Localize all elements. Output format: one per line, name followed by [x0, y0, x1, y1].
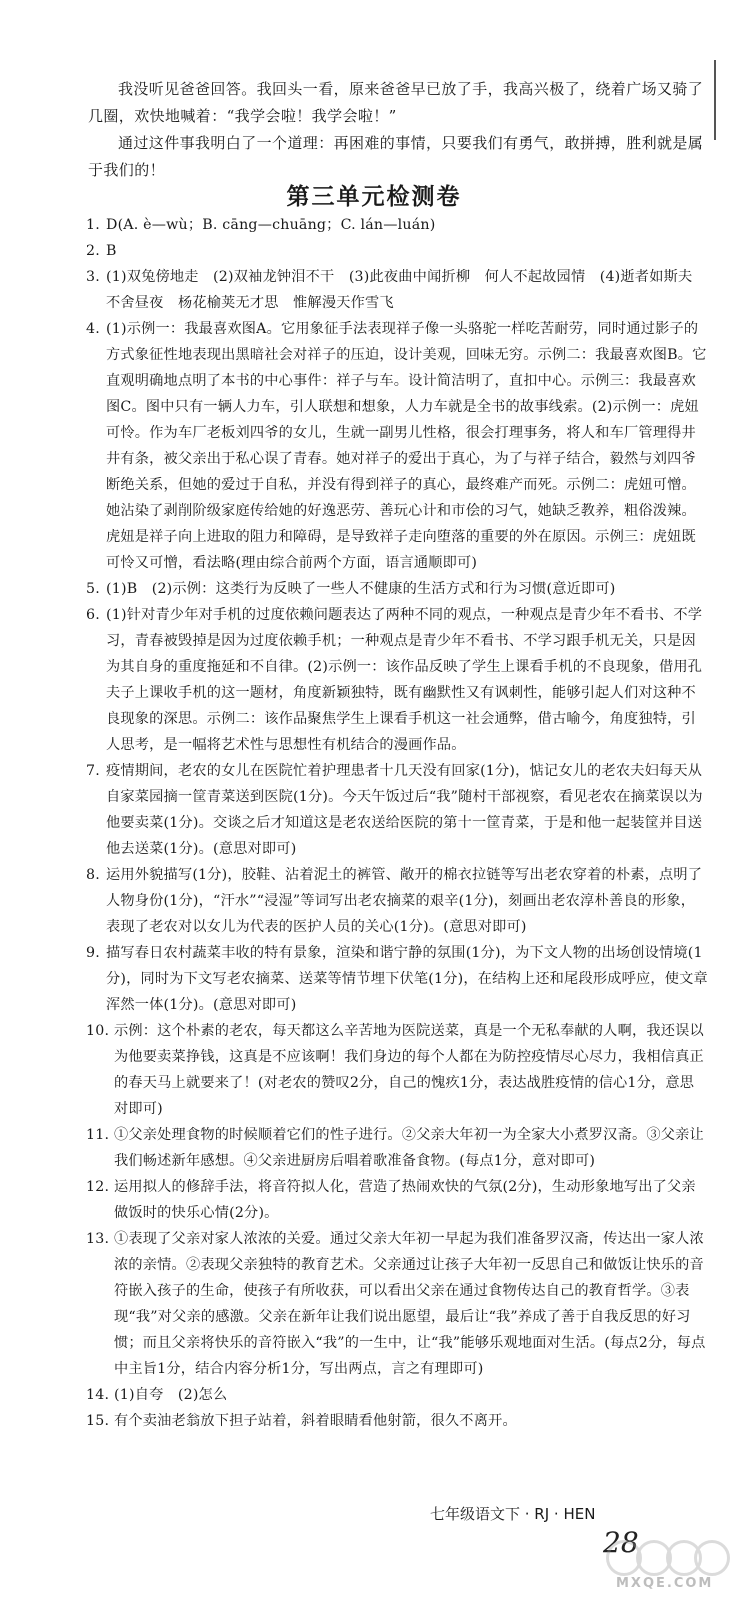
scan-edge-line: [714, 60, 716, 140]
answer-number: 13.: [86, 1231, 110, 1247]
intro-paragraph-2: 通过这件事我明白了一个道理：再困难的事情，只要我们有勇气，敢拼搏，胜利就是属于我们的！: [88, 134, 704, 179]
answer-text: 示例：这个朴素的老农，每天都这么辛苦地为医院送菜，真是一个无私奉献的人啊，我还误以为他要卖菜挣钱，这真是不应该啊！我们身边的每个人都在为防控疫情尽心尽力，我相信真正的春天马上就要来了！(对老农的赞叹2分，自己的愧疚1分，表达战胜疫情的信心1分，意思对即可): [114, 1023, 704, 1117]
answer-text: (1)B (2)示例：这类行为反映了一些人不健康的生活方式和行为习惯(意近即可): [106, 581, 616, 597]
answer-number: 10.: [86, 1023, 110, 1039]
answer-text: 描写春日农村蔬菜丰收的特有景象，渲染和谐宁静的氛围(1分)，为下文人物的出场创设情境(1分)，同时为下文写老农摘菜、送菜等情节埋下伏笔(1分)，在结构上还和尾段形成呼应，使文章浑然一体(1分)。(意思对即可): [106, 945, 708, 1013]
answer-item: [86, 1174, 708, 1226]
answer-item: [86, 212, 708, 238]
answer-item: [86, 1408, 708, 1434]
answer-item: [86, 264, 708, 316]
answer-number: 14.: [86, 1387, 110, 1403]
answer-item: [86, 1018, 708, 1122]
answer-text: 运用外貌描写(1分)，胶鞋、沾着泥土的裤管、敞开的棉衣拉链等写出老农穿着的朴素，点明了人物身份(1分)，“汗水”“浸湿”等词写出老农摘菜的艰辛(1分)，刻画出老农淳朴善良的形象，表现了老农对以女儿为代表的医护人员的关心(1分)。(意思对即可): [106, 867, 703, 935]
answer-number: 2.: [86, 243, 100, 259]
footer-label: 七年级语文下 · RJ · HEN: [430, 1505, 596, 1523]
watermark-text: MXQE.COM: [616, 1576, 714, 1591]
answer-number: 5.: [86, 581, 100, 597]
answer-number: 7.: [86, 763, 100, 779]
answer-text: D(A. è—wù；B. cāng—chuāng；C. lán—luán): [106, 217, 436, 233]
answer-item: [86, 576, 708, 602]
answer-number: 3.: [86, 269, 100, 285]
answer-item: [86, 238, 708, 264]
answer-number: 15.: [86, 1413, 110, 1429]
answer-item: [86, 940, 708, 1018]
answer-text: 有个卖油老翁放下担子站着，斜着眼睛看他射箭，很久不离开。: [114, 1413, 517, 1429]
answer-text: ①表现了父亲对家人浓浓的关爱。通过父亲大年初一早起为我们准备罗汉斋，传达出一家人浓浓的亲情。②表现父亲独特的教育艺术。父亲通过让孩子大年初一反思自己和做饭让快乐的音符嵌入孩子的生命，使孩子有所收获，可以看出父亲在通过食物传达自己的教育哲学。③表现“我”对父亲的感激。父亲在新年让我们说出愿望，最后让“我”养成了善于自我反思的好习惯；而且父亲将快乐的音符嵌入“我”的一生中，让“我”能够乐观地面对生活。(每点2分，每点中主旨1分，结合内容分析1分，写出两点，言之有理即可): [114, 1231, 706, 1377]
answer-text: (1)双兔傍地走 (2)双袖龙钟泪不干 (3)此夜曲中闻折柳 何人不起故园情 (4)逝者如斯夫 不舍昼夜 杨花榆荚无才思 惟解漫天作雪飞: [106, 269, 707, 311]
answer-number: 8.: [86, 867, 100, 883]
answer-number: 6.: [86, 607, 100, 623]
answer-text: B: [106, 243, 117, 259]
answer-text: (1)针对青少年对手机的过度依赖问题表达了两种不同的观点，一种观点是青少年不看书、不学习，青春被毁掉是因为过度依赖手机；一种观点是青少年不看书、不学习跟手机无关，只是因为其自身的重度拖延和不自律。(2)示例一：该作品反映了学生上课看手机的不良现象，借用孔夫子上课收手机的这一题材，角度新颖独特，既有幽默性又有讽刺性，能够引起人们对这种不良现象的深思。示例二：该作品聚焦学生上课看手机这一社会通弊，借古喻今，角度独特，引人思考，是一幅将艺术性与思想性有机结合的漫画作品。: [106, 607, 703, 753]
answer-item: [86, 602, 708, 758]
answer-item: [86, 1382, 708, 1408]
answer-item: [86, 1226, 708, 1382]
answer-text: (1)示例一：我最喜欢图A。它用象征手法表现祥子像一头骆驼一样吃苦耐劳，同时通过影子的方式象征性地表现出黑暗社会对祥子的压迫，设计美观，回味无穷。示例二：我最喜欢图B。它直观明确地点明了本书的中心事件：祥子与车。设计简洁明了，直扣中心。示例三：我最喜欢图C。图中只有一辆人力车，引人联想和想象，人力车就是全书的故事线索。(2)示例一：虎妞可怜。作为车厂老板刘四爷的女儿，生就一副男儿性格，很会打理事务，将人和车厂管理得井井有条，被父亲出于私心误了青春。她对祥子的爱出于真心，为了与祥子结合，毅然与刘四爷断绝关系，但她的爱过于自私，并没有得到祥子的真心，最终难产而死。示例二：虎妞可憎。她沾染了剥削阶级家庭传给她的好逸恶劳、善玩心计和市侩的习气，她缺乏教养，粗俗泼辣。虎妞是祥子向上进取的阻力和障碍，是导致祥子走向堕落的重要的外在原因。示例三：虎妞既可怜又可憎，看法略(理由综合前两个方面，语言通顺即可): [106, 321, 707, 571]
answer-text: 疫情期间，老农的女儿在医院忙着护理患者十几天没有回家(1分)，惦记女儿的老农夫妇每天从自家菜园摘一筐青菜送到医院(1分)。今天午饭过后“我”随村干部视察，看见老农在摘菜误以为他要卖菜(1分)。交谈之后才知道这是老农送给医院的第十一筐青菜，于是和他一起装筐并目送他去送菜(1分)。(意思对即可): [106, 763, 703, 857]
answer-item: [86, 1122, 708, 1174]
answer-item: [86, 316, 708, 576]
answer-number: 12.: [86, 1179, 110, 1195]
section-title: 第三单元检测卷: [286, 184, 462, 210]
answer-list: [86, 212, 708, 1434]
answer-item: [86, 862, 708, 940]
answer-number: 11.: [86, 1127, 110, 1143]
answer-item: [86, 758, 708, 862]
answer-number: 4.: [86, 321, 100, 337]
answer-text: ①父亲处理食物的时候顺着它们的性子进行。②父亲大年初一为全家大小煮罗汉斋。③父亲让我们畅述新年感想。④父亲进厨房后唱着歌准备食物。(每点1分，意对即可): [114, 1127, 704, 1169]
answer-text: 运用拟人的修辞手法，将音符拟人化，营造了热闹欢快的气氛(2分)，生动形象地写出了父亲做饭时的快乐心情(2分)。: [114, 1179, 696, 1221]
answer-number: 1.: [86, 217, 100, 233]
answer-number: 9.: [86, 945, 100, 961]
intro-paragraph-1: 我没听见爸爸回答。我回头一看，原来爸爸早已放了手，我高兴极了，绕着广场又骑了几圈，欢快地喊着：“我学会啦！我学会啦！”: [88, 80, 704, 125]
page-number: 28: [603, 1526, 639, 1559]
answer-text: (1)自夸 (2)怎么: [114, 1387, 228, 1403]
